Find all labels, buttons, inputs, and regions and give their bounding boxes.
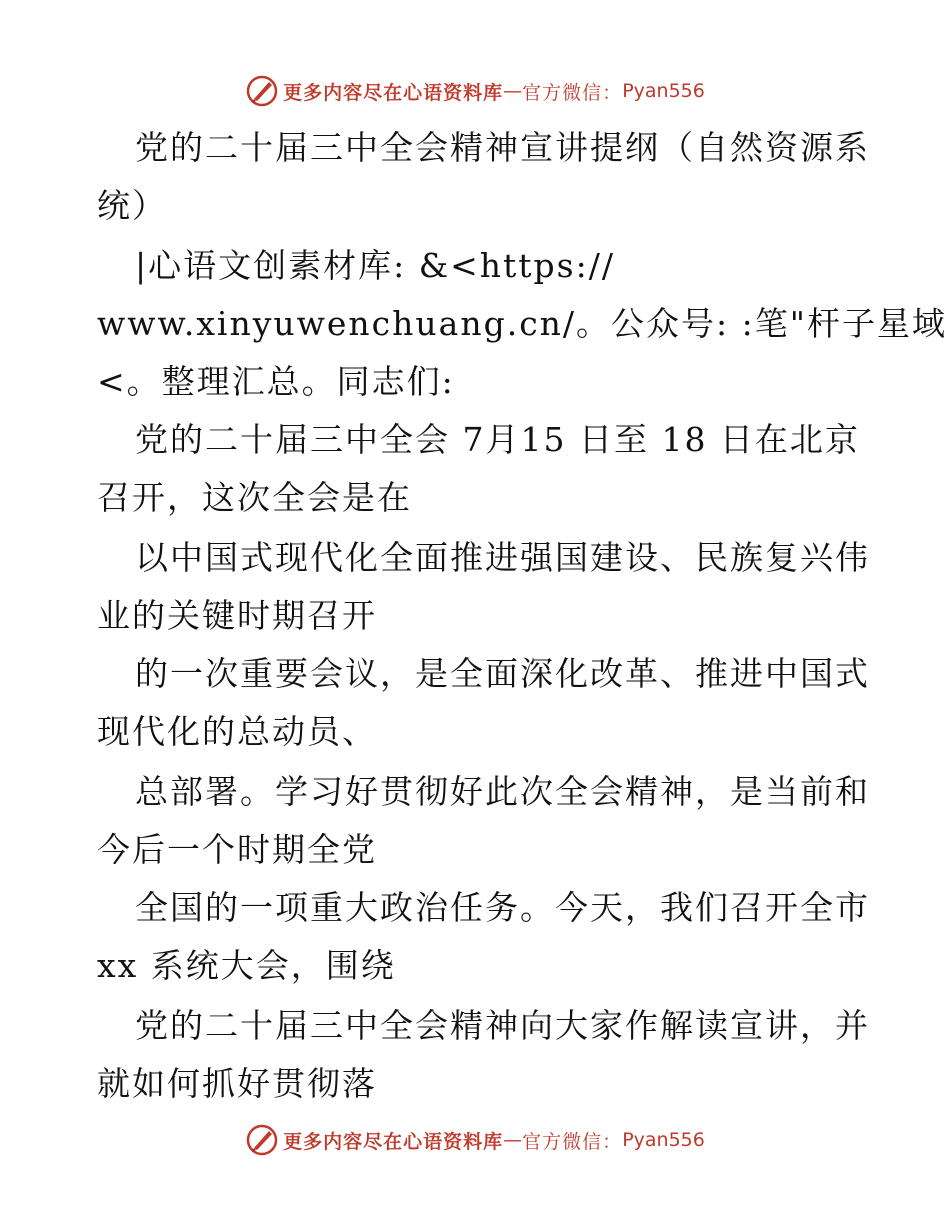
banner-wechat-handle: Pyan556 — [622, 1129, 705, 1151]
body-line: 全国的一项重大政治任务。今天，我们召开全市 — [135, 888, 870, 927]
body-line: 总部署。学习好贯彻好此次全会精神，是当前和 — [135, 772, 870, 811]
body-line: 党的二十届三中全会精神宣讲提纲（自然资源系 — [135, 128, 870, 167]
banner-separator: — — [503, 80, 523, 102]
body-line: www.xinyuwenchuang.cn/。公众号: :笔"杆子星域 — [97, 304, 947, 343]
body-line: |心语文创素材库: &<https:// — [135, 246, 615, 285]
body-line: 现代化的总动员、 — [97, 712, 377, 751]
banner-separator: — — [503, 1129, 523, 1151]
header-banner — [0, 71, 950, 111]
banner-wechat-label: 官方微信： — [522, 81, 623, 104]
quill-pen-logo-icon — [245, 1123, 279, 1157]
body-line: xx 系统大会，围绕 — [97, 946, 396, 985]
banner-main-text: 更多内容尽在心语资料库 — [283, 81, 504, 104]
body-line: 党的二十届三中全会精神向大家作解读宣讲，并 — [135, 1006, 870, 1045]
body-line: 业的关键时期召开 — [97, 596, 377, 635]
banner-main-text: 更多内容尽在心语资料库 — [283, 1130, 504, 1153]
body-line: 就如何抓好贯彻落 — [97, 1064, 377, 1103]
body-line: 今后一个时期全党 — [97, 830, 377, 869]
banner-wechat-handle: Pyan556 — [622, 80, 705, 102]
body-line: 统） — [97, 186, 167, 225]
body-line: 的一次重要会议，是全面深化改革、推进中国式 — [135, 654, 870, 693]
quill-pen-logo-icon — [245, 74, 279, 108]
body-line: 以中国式现代化全面推进强国建设、民族复兴伟 — [135, 538, 870, 577]
body-line: 党的二十届三中全会 7月15 日至 18 日在北京 — [135, 420, 860, 459]
footer-banner — [0, 1120, 950, 1160]
body-line: <。整理汇总。同志们: — [97, 362, 455, 401]
body-line: 召开，这次全会是在 — [97, 478, 412, 517]
banner-wechat-label: 官方微信： — [522, 1130, 623, 1153]
